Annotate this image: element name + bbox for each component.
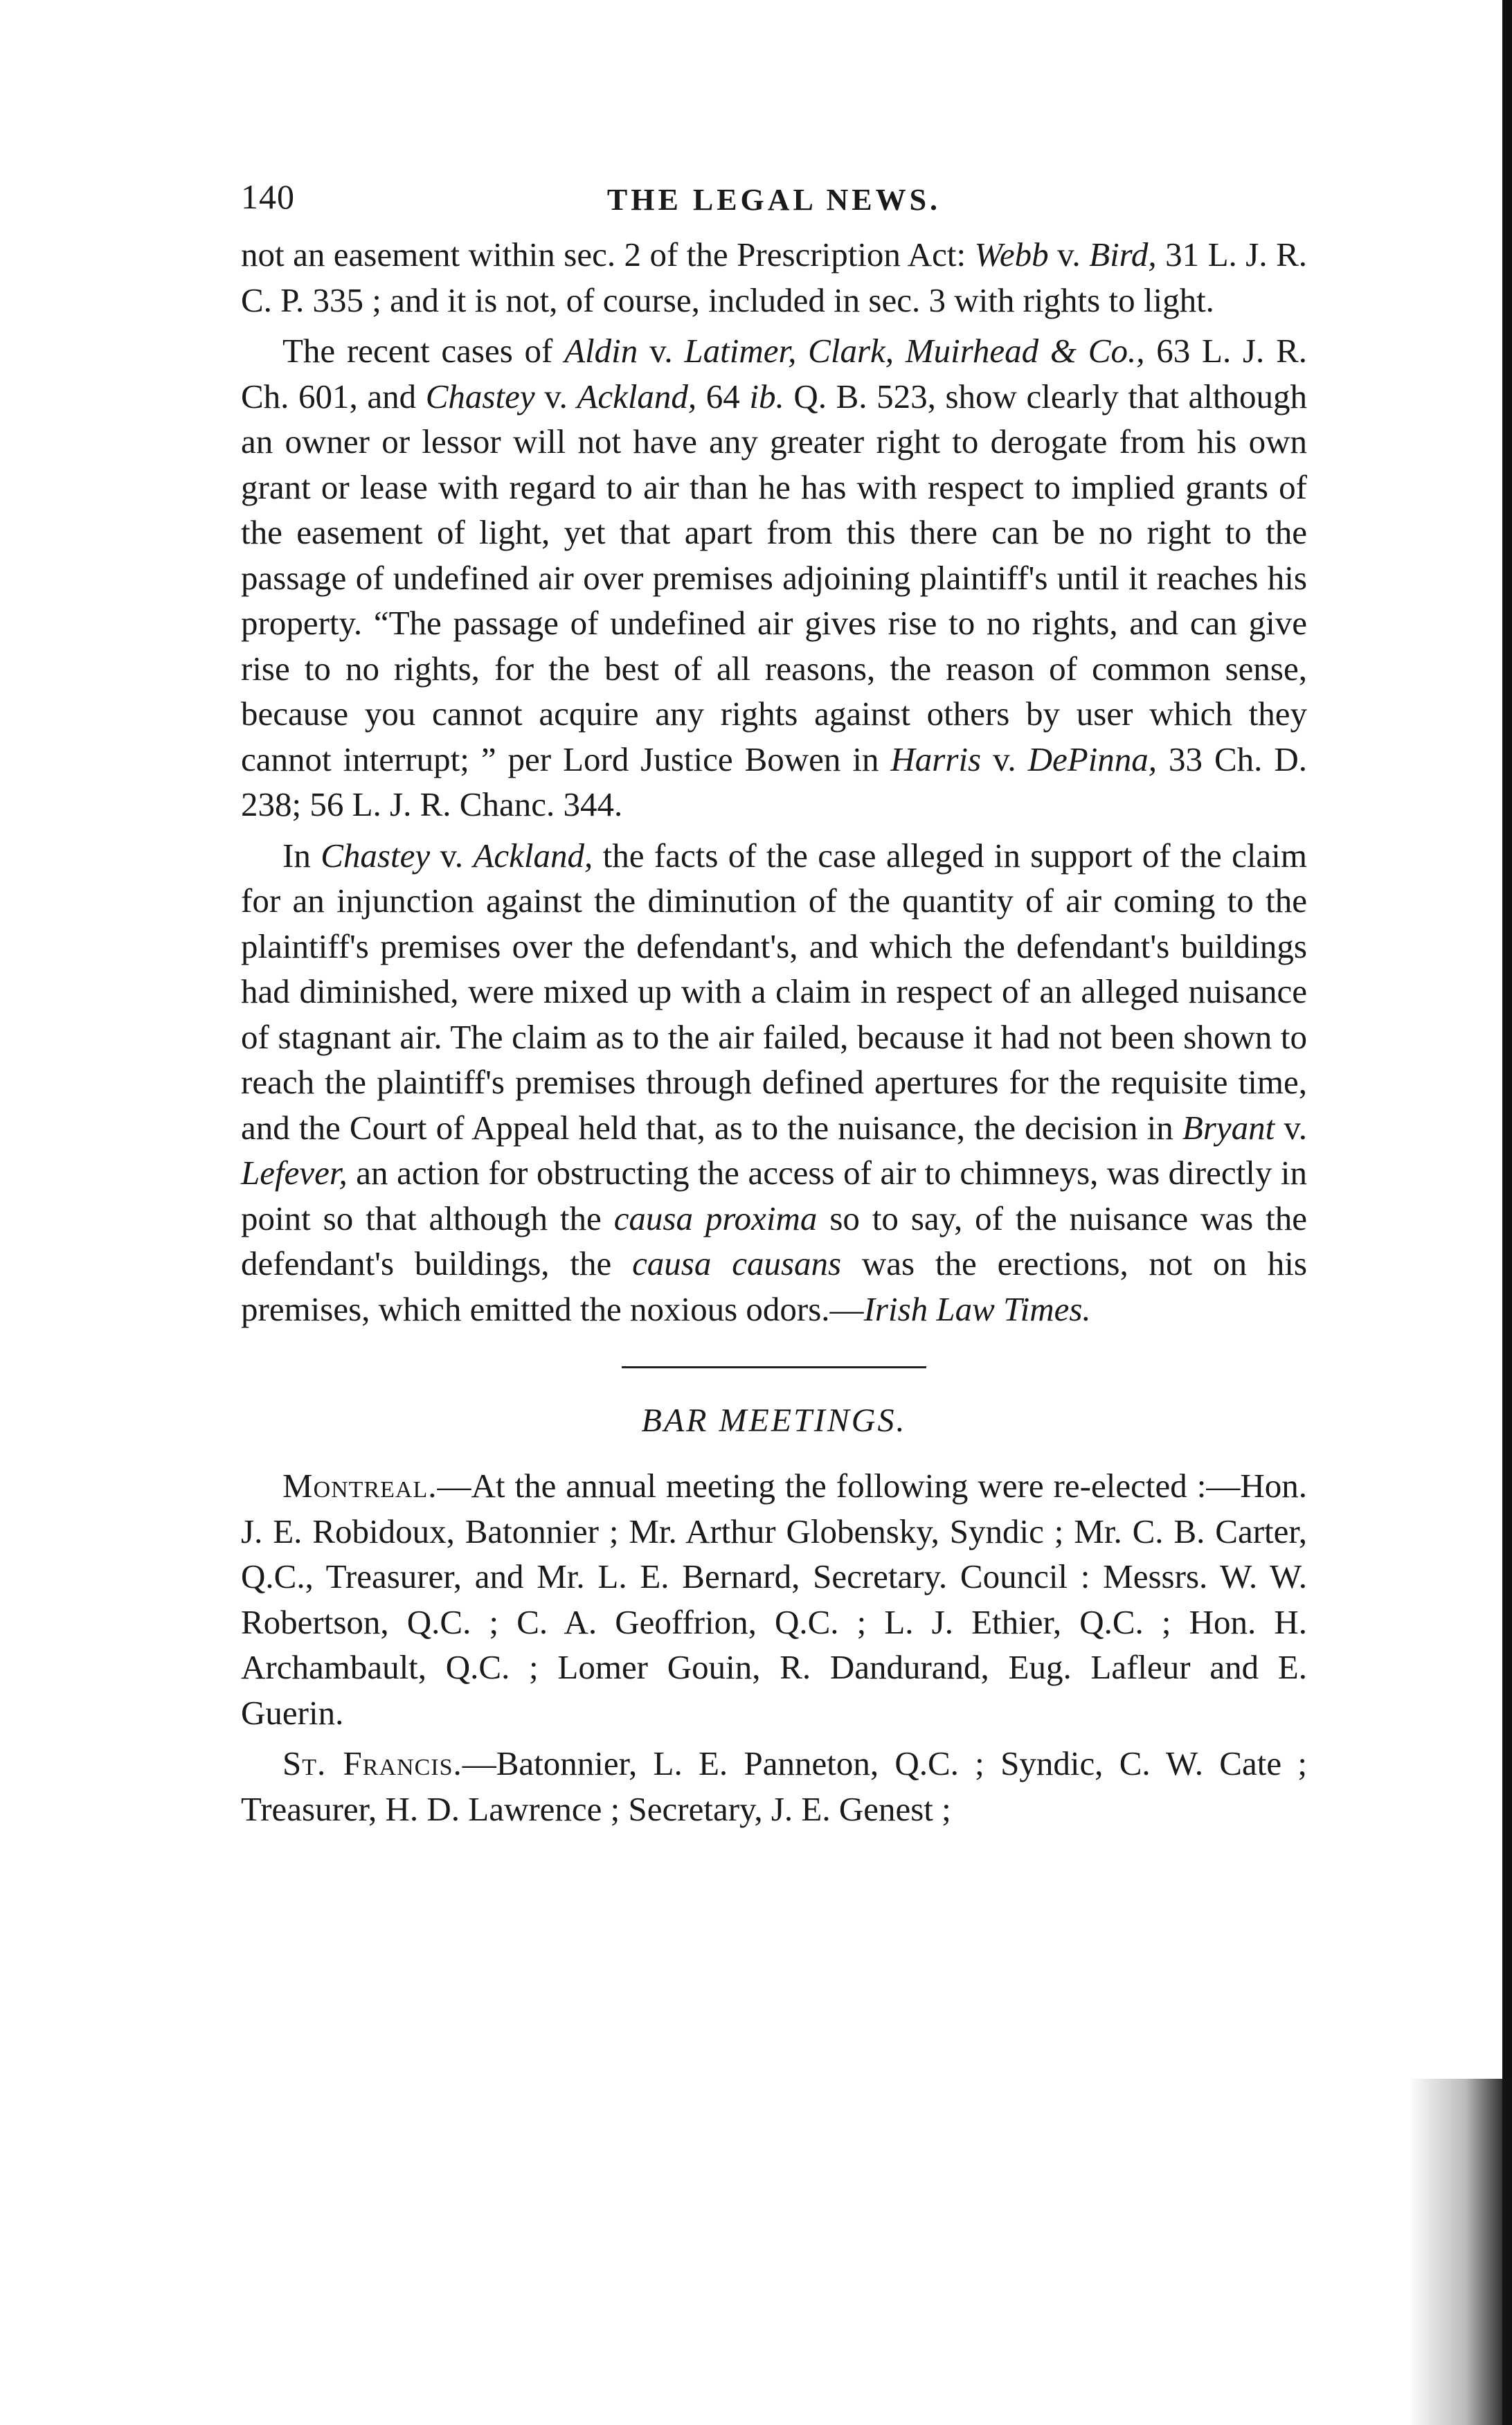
paragraph-chastey-v-ackland: In Chastey v. Ackland, the facts of the case alleged in support of the claim for an injunction against the diminution of the quantity of air coming to the plaintiff's premises over the defendant's, and which the defendant's buildings had diminished, were mixed up with a claim in respect of an alleged nuisance of stagnant air. The claim as to the air failed, because it had not been shown to reach the plaintiff's premises through defined apertures for the requisite time, and the Court of Appeal held that, as to the nuisance, the decision in Bryant v. Lefever, an action for obstructing the access of air to chimneys, was directly in point so that although the causa proxima so to say, of the nuisance was the defendant's buildings, the causa causans was the erections, not on his premises, which emitted the noxious odors.—Irish Law Times. [241,836,1307,1328]
page-header [241,177,1307,232]
paragraph-recent-cases: The recent cases of Aldin v. Latimer, Clark, Muirhead & Co., 63 L. J. R. Ch. 601, and Chastey v. Ackland, 64 ib. Q. B. 523, show clearly that although an owner or lessor will not have any greater right to derogate from his own grant or lease with regard to air than he has with respect to implied grants of the easement of light, yet that apart from this there can be no right to the passage of undefined air over premises adjoining plaintiff's until it reaches his property. “The passage of undefined air gives rise to no rights, and can give rise to no rights, for the best of all reasons, the reason of common sense, because you cannot acquire any rights against others by user which they cannot interrupt; ” per Lord Justice Bowen in Harris v. DePinna, 33 Ch. D. 238; 56 L. J. R. Chanc. 344. [241,332,1307,823]
paragraph-prescription-act: not an easement within sec. 2 of the Prescription Act: Webb v. Bird, 31 L. J. R. C. P. 335 ; and it is not, of course, included in sec. 3 with rights to light. [241,235,1308,319]
section-divider [622,1366,926,1368]
article-body [241,232,1307,1832]
paragraph-montreal: Montreal.—At the annual meeting the following were re-elected :—Hon. J. E. Robidoux, Batonnier ; Mr. Arthur Globensky, Syndic ; Mr. C. B. Carter, Q.C., Treasurer, and Mr. L. E. Bernard, Secretary. Council : Messrs. W. W. Robertson, Q.C. ; C. A. Geoffrion, Q.C. ; L. J. Ethier, Q.C. ; Hon. H. Archambault, Q.C. ; Lomer Gouin, R. Dandurand, Eug. Lafleur and E. Guerin. [241,1467,1307,1732]
montreal-lead: Montreal. [282,1467,438,1505]
page-number: 140 [241,177,295,216]
page-column [241,177,1307,1832]
section-heading-bar-meetings: BAR MEETINGS. [641,1402,907,1439]
paragraph-st-francis: St. Francis.—Batonnier, L. E. Panneton, Q.C. ; Syndic, C. W. Cate ; Treasurer, H. D. Lawrence ; Secretary, J. E. Genest ; [241,1744,1307,1828]
running-title: THE LEGAL NEWS. [606,183,942,217]
st-francis-lead: St. Francis. [282,1744,462,1782]
page-binding-edge [1502,0,1512,2425]
page-edge-shadow [1408,2079,1512,2425]
